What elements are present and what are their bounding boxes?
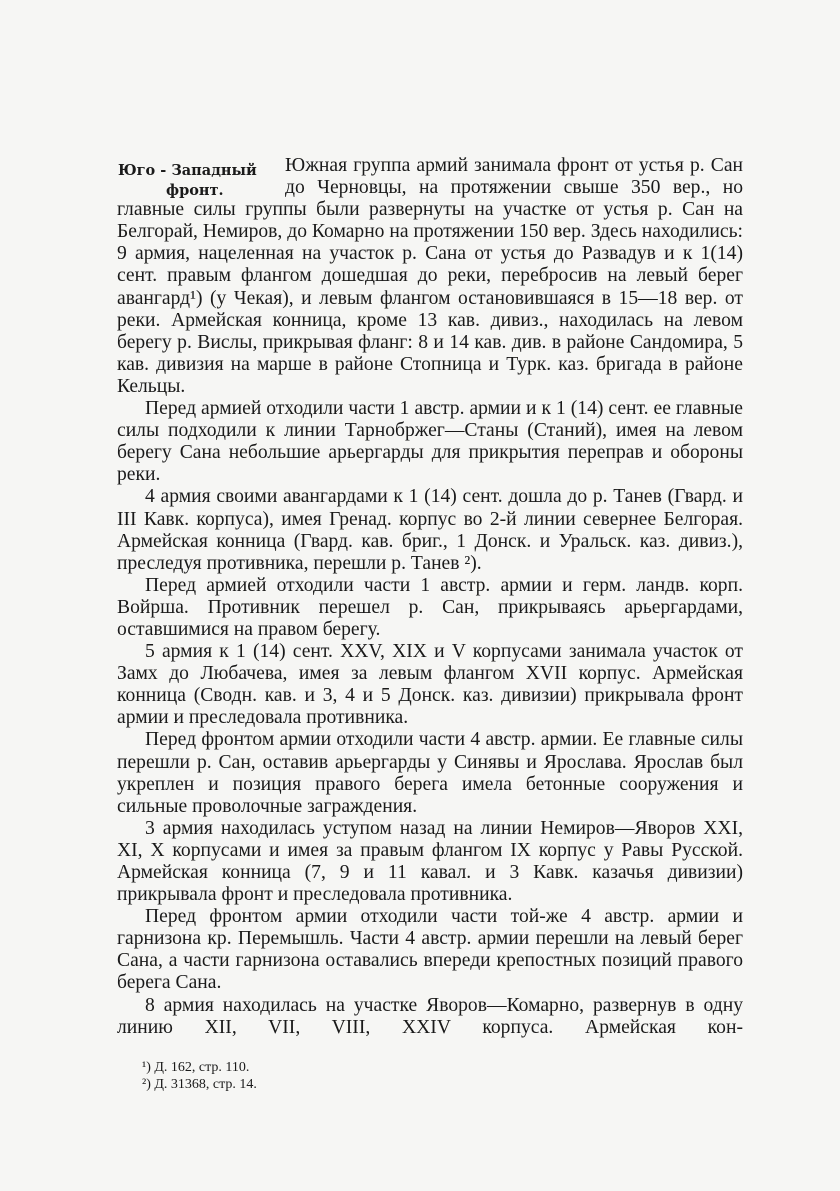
- paragraph-9: 8 армия находилась на участке Яворов—Комарно, развернув в одну линию XII, VII, VIII, XXIV корпуса. Армейская кон-: [117, 994, 743, 1038]
- paragraph-7: 3 армия находилась уступом назад на линии Немиров—Яворов XXI, XI, X корпусами и имея за правым флангом IX корпус у Равы Русской. Армейская конница (7, 9 и 11 кавал. и 3 Кавк. казачья дивизии) прикрывала фронт и преследовала противника.: [117, 817, 743, 906]
- paragraph-6: Перед фронтом армии отходили части 4 австр. армии. Ее главные силы перешли р. Сан, оставив арьергарды у Синявы и Ярослава. Ярослав был укреплен и позиция правого берега имела бетонные сооружения и сильные проволочные заграждения.: [117, 729, 743, 817]
- paragraph-3: 4 армия своими авангардами к 1 (14) сент. дошла до р. Танев (Гвард. и III Кавк. корпуса), имея Гренад. корпус во 2-й линии севернее Белгорая. Армейская конница (Гвард. кав. бриг., 1 Донск. и Уральск. каз. дивиз.), преследуя противника, перешли р. Танев ²).: [117, 486, 743, 574]
- paragraph-8: Перед фронтом армии отходили части той-же 4 австр. армии и гарнизона кр. Перемышль. Части 4 австр. армии перешли на левый берег Сана, а части гарнизона оставались впереди крепостных позиций правого берега Сана.: [117, 906, 743, 994]
- margin-heading-line1: Юго - Западный: [118, 162, 257, 179]
- paragraph-5: 5 армия к 1 (14) сент. XXV, XIX и V корпусами занимала участок от Замх до Любачева, имея за левым флангом XVII корпус. Армейская конница (Сводн. кав. и 3, 4 и 5 Донск. каз. дивизии) прикрывала фронт армии и преследовала противника.: [117, 641, 743, 729]
- footnote-1: ¹) Д. 162, стр. 110.: [142, 1060, 250, 1075]
- heading-float-space: [117, 155, 285, 197]
- footnote-2: ²) Д. 31368, стр. 14.: [142, 1077, 257, 1092]
- footnotes: [142, 1059, 257, 1093]
- paragraph-2: Перед армией отходили части 1 австр. армии и к 1 (14) сент. ее главные силы подходили к линии Тарнобржег—Станы (Станий), имея на левом берегу Сана небольшие арьергарды для прикрытия переправ и обороны реки.: [117, 398, 743, 486]
- paragraph-1: Южная группа армий занимала фронт от устья р. Сан до Черновцы, на протяжении свыше 350 вер., но главные силы группы были развернуты на участке от устья р. Сан на Белгорай, Немиров, до Комарно на протяжении 150 вер. Здесь находились: 9 армия, нацеленная на участок р. Сана от устья до Развадув и к 1(14) сент. правым флангом дошедшая до реки, перебросив на левый берег авангард¹) (у Чекая), и левым флангом остановившаяся в 15—18 вер. от реки. Армейская конница, кроме 13 кав. дивиз., находилась на левом берегу р. Вислы, прикрывая фланг: 8 и 14 кав. див. в районе Сандомира, 5 кав. дивизия на марше в районе Стопница и Турк. каз. бригада в районе Кельцы.: [117, 155, 743, 397]
- paragraph-4: Перед армией отходили части 1 австр. армии и герм. ландв. корп. Войрша. Противник перешел р. Сан, прикрываясь арьергардами, оставшимися на правом берегу.: [117, 574, 743, 640]
- body-text: [117, 155, 743, 1039]
- margin-heading-line2: фронт.: [166, 182, 224, 199]
